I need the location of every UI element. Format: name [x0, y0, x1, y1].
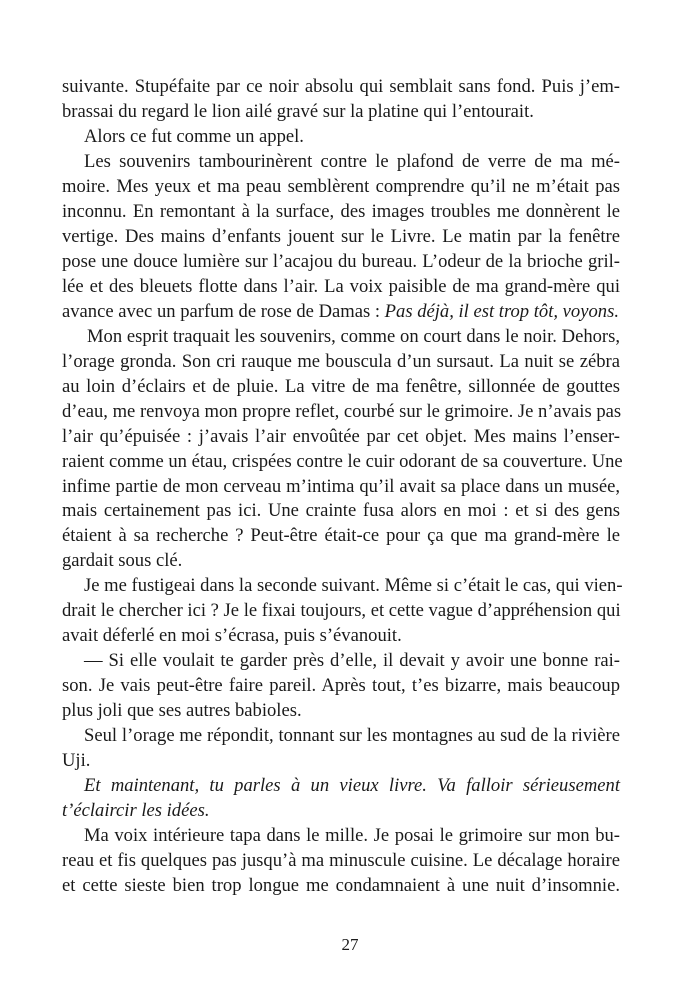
text-line: [62, 649, 620, 674]
italic-text: Et maintenant, tu parles à un vieux livre. Va falloir sérieusement: [84, 775, 620, 797]
italic-text: t’éclaircir les idées.: [62, 800, 210, 822]
text-segment: inconnu. En remontant à la surface, des images troubles me donnèrent le: [62, 200, 620, 222]
text-line: [62, 475, 620, 500]
paragraph: [62, 325, 623, 575]
text-segment: avait déferlé en moi s’écrasa, puis s’évanouit.: [62, 625, 402, 647]
text-segment: l’orage gronda. Son cri rauque me bouscula d’un sursaut. La nuit se zébra: [62, 350, 620, 372]
text-segment: Ma voix intérieure tapa dans le mille. Je posai le grimoire sur mon bu-: [84, 825, 620, 847]
text-line: [62, 225, 620, 250]
text-segment: avance avec un parfum de rose de Damas :: [62, 300, 385, 322]
paragraph: [62, 824, 620, 899]
text-segment: pose une douce lumière sur l’acajou du bureau. L’odeur de la brioche gril-: [62, 250, 620, 272]
text-line: [62, 200, 620, 225]
text-line: [62, 100, 620, 125]
text-segment: Alors ce fut comme un appel.: [84, 125, 304, 147]
text-line: [62, 799, 620, 824]
text-segment: lée et des bleuets flotte dans l’air. La voix paisible de ma grand-mère qui: [62, 275, 620, 297]
paragraph: [62, 649, 620, 724]
text-segment: étaient à sa recherche ? Peut-être était-ce pour ça que ma grand-mère le: [62, 525, 620, 547]
text-segment: Uji.: [62, 750, 91, 772]
text-segment: Mon esprit traquait les souvenirs, comme on court dans le noir. Dehors,: [87, 325, 620, 347]
text-segment: plus joli que ses autres babioles.: [62, 700, 302, 722]
text-line: [62, 749, 620, 774]
text-line: [62, 724, 620, 749]
text-segment: reau et fis quelques pas jusqu’à ma minuscule cuisine. Le décalage horaire: [62, 850, 620, 872]
text-line: [62, 125, 620, 150]
body-text: [62, 75, 623, 899]
text-segment: vertige. Des mains d’enfants jouent sur le Livre. Le matin par la fenêtre: [62, 225, 620, 247]
paragraph: [62, 75, 620, 125]
paragraph: [62, 150, 620, 325]
text-line: [62, 824, 620, 849]
text-line: [62, 250, 620, 275]
text-segment: et cette sieste bien trop longue me condamnaient à une nuit d’insomnie.: [62, 875, 620, 896]
text-segment: suivante. Stupéfaite par ce noir absolu qui semblait sans fond. Puis j’em-: [62, 76, 620, 97]
text-line: [62, 599, 620, 624]
text-line: [62, 375, 620, 400]
paragraph: [62, 125, 620, 150]
text-line: [62, 75, 620, 100]
text-line: [62, 350, 620, 375]
text-line: [62, 674, 620, 699]
text-line: [62, 275, 620, 300]
text-segment: mais certainement pas ici. Une crainte fusa alors en moi : et si des gens: [62, 500, 620, 522]
text-line: [62, 425, 620, 450]
text-line: [62, 774, 620, 799]
text-line: [62, 849, 620, 874]
text-line: [62, 400, 620, 425]
text-line: [62, 549, 620, 574]
text-line: [62, 874, 620, 899]
italic-text: Pas déjà, il est trop tôt, voyons.: [384, 300, 619, 322]
text-segment: gardait sous clé.: [62, 550, 183, 572]
text-segment: Je me fustigeai dans la seconde suivant. Même si c’était le cas, qui vien-: [84, 575, 623, 597]
text-segment: d’eau, me renvoya mon propre reflet, courbé sur le grimoire. Je n’avais pas: [62, 400, 622, 422]
paragraph: [62, 574, 623, 649]
text-line: [62, 300, 620, 325]
text-line: [62, 624, 620, 649]
text-segment: — Si elle voulait te garder près d’elle, il devait y avoir une bonne rai-: [84, 650, 620, 672]
text-segment: moire. Mes yeux et ma peau semblèrent comprendre qu’il ne m’était pas: [62, 175, 620, 197]
text-segment: Les souvenirs tambourinèrent contre le plafond de verre de ma mé-: [84, 150, 620, 172]
text-segment: son. Je vais peut-être faire pareil. Après tout, t’es bizarre, mais beaucoup: [62, 675, 620, 697]
text-segment: au loin d’éclairs et de pluie. La vitre de ma fenêtre, sillonnée de gouttes: [62, 375, 620, 397]
page-number: 27: [341, 935, 359, 954]
text-segment: raient comme un étau, crispées contre le cuir odorant de sa couverture. Une: [62, 450, 623, 472]
text-line: [62, 499, 620, 524]
text-line: [62, 150, 620, 175]
text-segment: infime partie de mon cerveau m’intima qu’il avait sa place dans un musée,: [62, 475, 620, 497]
text-segment: l’air qu’épuisée : j’avais l’air envoûtée par cet objet. Mes mains l’enser-: [62, 425, 620, 447]
paragraph: [62, 774, 620, 824]
text-line: [62, 574, 623, 599]
text-line: [62, 524, 620, 549]
text-segment: Seul l’orage me répondit, tonnant sur les montagnes au sud de la rivière: [84, 725, 620, 747]
text-line: [62, 450, 623, 475]
paragraph: [62, 724, 620, 774]
text-segment: brassai du regard le lion ailé gravé sur la platine qui l’entourait.: [62, 100, 534, 122]
text-line: [62, 325, 620, 350]
text-line: [62, 699, 620, 724]
text-line: [62, 175, 620, 200]
text-segment: drait le chercher ici ? Je le fixai toujours, et cette vague d’appréhension qui: [62, 600, 621, 622]
